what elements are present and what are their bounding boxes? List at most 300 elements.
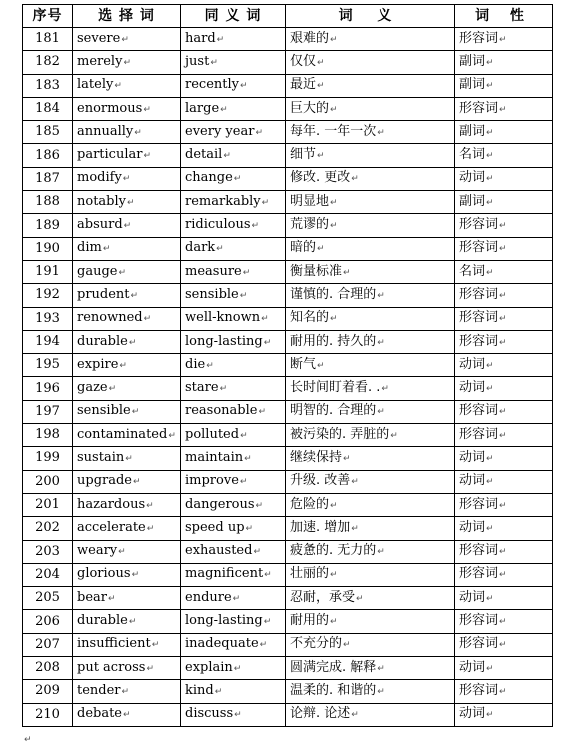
cell-part-of-speech (455, 447, 553, 470)
cell-meaning-text: 论辩. 论述 (290, 706, 351, 722)
cell-meaning-text: 加速. 增加 (290, 519, 351, 535)
cell-number (23, 680, 73, 703)
cell-end-mark-icon: ↵ (486, 710, 494, 721)
cell-end-mark-icon: ↵ (317, 151, 325, 162)
cell-part-of-speech-text: 形容词 (459, 636, 499, 652)
cell-part-of-speech (455, 260, 553, 283)
table-row (23, 377, 553, 400)
cell-end-mark-icon: ↵ (499, 34, 507, 45)
table-row (23, 517, 553, 540)
table-row (23, 307, 553, 330)
cell-end-mark-icon: ↵ (261, 197, 270, 208)
cell-end-mark-icon: ↵ (242, 267, 251, 278)
cell-word-text: hazardous (77, 496, 146, 512)
cell-part-of-speech-text: 形容词 (459, 543, 499, 559)
cell-meaning (286, 354, 455, 377)
cell-part-of-speech (455, 121, 553, 144)
cell-word (73, 97, 181, 120)
cell-word-text: severe (77, 30, 121, 46)
cell-end-mark-icon: ↵ (343, 267, 351, 278)
cell-part-of-speech (455, 657, 553, 680)
cell-end-mark-icon: ↵ (486, 523, 494, 534)
cell-meaning (286, 680, 455, 703)
cell-part-of-speech-text: 形容词 (459, 333, 499, 349)
cell-number-text: 195 (35, 357, 60, 373)
cell-end-mark-icon: ↵ (131, 407, 140, 418)
cell-meaning (286, 167, 455, 190)
cell-word (73, 447, 181, 470)
cell-part-of-speech (455, 28, 553, 51)
cell-number (23, 563, 73, 586)
cell-synonym-text: speed up (185, 519, 245, 535)
cell-meaning (286, 260, 455, 283)
cell-end-mark-icon: ↵ (264, 570, 272, 581)
cell-synonym-text: exhausted (185, 543, 253, 559)
cell-meaning-text: 被污染的. 弄脏的 (290, 426, 390, 442)
cell-number-text: 197 (35, 403, 60, 419)
cell-part-of-speech-text: 名词 (459, 147, 486, 163)
cell-part-of-speech-text: 形容词 (459, 403, 499, 419)
cell-end-mark-icon: ↵ (102, 244, 111, 255)
cell-end-mark-icon: ↵ (219, 384, 228, 395)
cell-meaning-text: 耐用的 (290, 613, 330, 629)
cell-number-text: 208 (35, 660, 60, 676)
table-header-row (23, 5, 553, 28)
cell-synonym (181, 144, 286, 167)
cell-end-mark-icon: ↵ (123, 57, 131, 68)
table-row (23, 191, 553, 214)
cell-end-mark-icon: ↵ (263, 617, 272, 628)
cell-number-text: 203 (35, 543, 60, 559)
cell-part-of-speech (455, 74, 553, 97)
cell-number-text: 184 (35, 101, 60, 117)
cell-end-mark-icon: ↵ (263, 337, 272, 348)
cell-end-mark-icon: ↵ (499, 617, 507, 628)
cell-end-mark-icon: ↵ (486, 197, 494, 208)
cell-part-of-speech-text: 名词 (459, 263, 486, 279)
cell-end-mark-icon: ↵ (486, 267, 494, 278)
table-row (23, 470, 553, 493)
cell-part-of-speech-text: 副词 (459, 123, 486, 139)
header-meaning: 词 义 (286, 5, 455, 28)
cell-meaning-text: 不充分的 (290, 636, 343, 652)
table-row (23, 51, 553, 74)
cell-synonym-text: die (185, 356, 206, 372)
cell-meaning-text: 仅仅 (290, 53, 317, 69)
cell-word (73, 493, 181, 516)
cell-part-of-speech (455, 587, 553, 610)
cell-word (73, 633, 181, 656)
cell-word-text: enormous (77, 100, 143, 116)
cell-number (23, 307, 73, 330)
cell-number-text: 201 (35, 497, 60, 513)
cell-end-mark-icon: ↵ (119, 360, 127, 371)
cell-number-text: 181 (35, 31, 60, 47)
cell-end-mark-icon: ↵ (259, 640, 268, 651)
cell-number (23, 424, 73, 447)
cell-number-text: 192 (35, 287, 60, 303)
cell-end-mark-icon: ↵ (143, 314, 152, 325)
cell-number (23, 657, 73, 680)
cell-number-text: 199 (35, 450, 60, 466)
cell-number-text: 210 (35, 706, 60, 722)
cell-part-of-speech (455, 680, 553, 703)
cell-end-mark-icon: ↵ (499, 640, 507, 651)
cell-meaning (286, 97, 455, 120)
cell-part-of-speech (455, 237, 553, 260)
cell-end-mark-icon: ↵ (486, 174, 494, 185)
cell-end-mark-icon: ↵ (121, 34, 129, 45)
cell-meaning-text: 明智的. 合理的 (290, 403, 377, 419)
cell-end-mark-icon: ↵ (233, 174, 242, 185)
cell-part-of-speech (455, 307, 553, 330)
cell-meaning-text: 知名的 (290, 310, 330, 326)
cell-synonym-text: sensible (185, 286, 239, 302)
cell-synonym (181, 121, 286, 144)
cell-synonym-text: recently (185, 77, 239, 93)
cell-meaning-text: 壮丽的 (290, 566, 330, 582)
cell-end-mark-icon: ↵ (239, 81, 248, 92)
cell-word (73, 330, 181, 353)
cell-number (23, 354, 73, 377)
cell-meaning-text: 疲惫的. 无力的 (290, 543, 377, 559)
cell-synonym-text: endure (185, 589, 232, 605)
cell-end-mark-icon: ↵ (123, 710, 131, 721)
cell-meaning (286, 377, 455, 400)
cell-meaning (286, 587, 455, 610)
cell-part-of-speech-text: 动词 (459, 473, 486, 489)
cell-end-mark-icon: ↵ (330, 500, 338, 511)
cell-meaning (286, 121, 455, 144)
cell-end-mark-icon: ↵ (216, 34, 225, 45)
cell-number (23, 330, 73, 353)
cell-end-mark-icon: ↵ (390, 430, 398, 441)
cell-end-mark-icon: ↵ (377, 663, 385, 674)
cell-meaning (286, 610, 455, 633)
cell-word-text: put across (77, 659, 146, 675)
cell-synonym (181, 167, 286, 190)
cell-number (23, 284, 73, 307)
cell-word (73, 191, 181, 214)
cell-number (23, 214, 73, 237)
cell-synonym (181, 424, 286, 447)
cell-word-text: lately (77, 77, 114, 93)
table-row (23, 493, 553, 516)
cell-word (73, 470, 181, 493)
cell-word (73, 517, 181, 540)
table-row (23, 144, 553, 167)
cell-part-of-speech-text: 动词 (459, 380, 486, 396)
cell-word (73, 703, 181, 726)
cell-word (73, 354, 181, 377)
cell-synonym (181, 470, 286, 493)
cell-end-mark-icon: ↵ (125, 453, 133, 464)
header-number: 序号 (23, 5, 73, 28)
table-row (23, 237, 553, 260)
cell-synonym-text: large (185, 100, 220, 116)
cell-end-mark-icon: ↵ (214, 686, 223, 697)
table-row (23, 354, 553, 377)
cell-meaning (286, 563, 455, 586)
cell-meaning (286, 237, 455, 260)
document-page (22, 4, 552, 727)
cell-end-mark-icon: ↵ (486, 57, 494, 68)
cell-part-of-speech (455, 633, 553, 656)
cell-part-of-speech-text: 动词 (459, 170, 486, 186)
cell-synonym (181, 97, 286, 120)
cell-synonym-text: remarkably (185, 193, 261, 209)
cell-meaning-text: 断气 (290, 356, 317, 372)
cell-part-of-speech (455, 493, 553, 516)
cell-end-mark-icon: ↵ (240, 430, 248, 441)
cell-end-mark-icon: ↵ (255, 127, 263, 138)
cell-synonym-text: polluted (185, 426, 240, 442)
cell-end-mark-icon: ↵ (168, 430, 176, 441)
cell-synonym-text: every year (185, 123, 255, 139)
cell-end-mark-icon: ↵ (351, 523, 359, 534)
cell-synonym-text: dark (185, 240, 216, 256)
cell-meaning (286, 191, 455, 214)
cell-number (23, 167, 73, 190)
cell-part-of-speech (455, 167, 553, 190)
cell-synonym-text: change (185, 170, 233, 186)
cell-end-mark-icon: ↵ (220, 104, 228, 115)
cell-end-mark-icon: ↵ (486, 477, 494, 488)
cell-number (23, 121, 73, 144)
cell-end-mark-icon: ↵ (128, 617, 137, 628)
cell-number-text: 193 (35, 310, 60, 326)
cell-part-of-speech (455, 703, 553, 726)
cell-word-text: contaminated (77, 426, 168, 442)
cell-synonym (181, 74, 286, 97)
cell-synonym (181, 633, 286, 656)
cell-meaning (286, 307, 455, 330)
cell-synonym-text: measure (185, 263, 242, 279)
table-row (23, 260, 553, 283)
cell-word (73, 400, 181, 423)
cell-number (23, 51, 73, 74)
table-row (23, 74, 553, 97)
cell-end-mark-icon: ↵ (486, 663, 494, 674)
cell-part-of-speech (455, 214, 553, 237)
cell-word-text: accelerate (77, 519, 146, 535)
cell-number (23, 703, 73, 726)
cell-end-mark-icon: ↵ (210, 57, 218, 68)
cell-end-mark-icon: ↵ (486, 453, 494, 464)
cell-part-of-speech-text: 动词 (459, 519, 486, 535)
cell-end-mark-icon: ↵ (131, 570, 140, 581)
cell-meaning-text: 忍耐，承受 (290, 589, 356, 605)
cell-number-text: 182 (35, 54, 60, 70)
cell-number-text: 198 (35, 427, 60, 443)
cell-number-text: 200 (35, 473, 60, 489)
cell-meaning (286, 447, 455, 470)
cell-part-of-speech (455, 354, 553, 377)
cell-word (73, 121, 181, 144)
cell-part-of-speech-text: 形容词 (459, 100, 499, 116)
cell-synonym-text: discuss (185, 706, 234, 722)
cell-meaning-text: 温柔的. 和谐的 (290, 682, 377, 698)
cell-end-mark-icon: ↵ (351, 710, 359, 721)
cell-end-mark-icon: ↵ (151, 640, 160, 651)
cell-end-mark-icon: ↵ (486, 360, 494, 371)
cell-part-of-speech-text: 形容词 (459, 30, 499, 46)
cell-part-of-speech-text: 动词 (459, 449, 486, 465)
cell-meaning-text: 谨慎的. 合理的 (290, 286, 377, 302)
cell-synonym-text: stare (185, 380, 219, 396)
cell-end-mark-icon: ↵ (499, 104, 507, 115)
cell-end-mark-icon: ↵ (330, 314, 338, 325)
cell-synonym (181, 703, 286, 726)
cell-number (23, 540, 73, 563)
cell-part-of-speech (455, 377, 553, 400)
cell-word (73, 28, 181, 51)
cell-number (23, 470, 73, 493)
cell-end-mark-icon: ↵ (317, 360, 325, 371)
cell-word-text: weary (77, 543, 118, 559)
cell-number (23, 400, 73, 423)
cell-number-text: 188 (35, 194, 60, 210)
cell-number-text: 209 (35, 683, 60, 699)
cell-end-mark-icon: ↵ (122, 174, 131, 185)
cell-part-of-speech-text: 形容词 (459, 496, 499, 512)
cell-end-mark-icon: ↵ (499, 570, 507, 581)
table-row (23, 284, 553, 307)
table-row (23, 121, 553, 144)
cell-word (73, 540, 181, 563)
cell-number-text: 194 (35, 334, 60, 349)
cell-synonym (181, 284, 286, 307)
cell-meaning-text: 明显地 (290, 193, 330, 209)
cell-word-text: durable (77, 613, 128, 629)
cell-end-mark-icon: ↵ (146, 500, 154, 511)
cell-part-of-speech-text: 动词 (459, 356, 486, 372)
cell-number (23, 610, 73, 633)
cell-synonym-text: just (185, 53, 210, 69)
cell-part-of-speech (455, 470, 553, 493)
cell-end-mark-icon: ↵ (123, 221, 132, 232)
cell-end-mark-icon: ↵ (499, 686, 507, 697)
cell-word (73, 563, 181, 586)
cell-end-mark-icon: ↵ (258, 407, 266, 418)
cell-word (73, 167, 181, 190)
cell-end-mark-icon: ↵ (499, 290, 507, 301)
cell-end-mark-icon: ↵ (118, 267, 127, 278)
cell-part-of-speech (455, 97, 553, 120)
cell-end-mark-icon: ↵ (499, 430, 507, 441)
cell-end-mark-icon: ↵ (244, 453, 252, 464)
cell-word-text: durable (77, 333, 128, 349)
cell-synonym (181, 330, 286, 353)
cell-end-mark-icon: ↵ (317, 81, 325, 92)
header-part-of-speech: 词 性 (455, 5, 553, 28)
cell-word-text: sustain (77, 449, 125, 465)
cell-end-mark-icon: ↵ (499, 547, 507, 558)
table-row (23, 680, 553, 703)
cell-number-text: 191 (35, 264, 60, 280)
cell-meaning-text: 最近 (290, 77, 317, 93)
cell-end-mark-icon: ↵ (377, 127, 385, 138)
cell-end-mark-icon: ↵ (330, 617, 338, 628)
cell-word-text: expire (77, 356, 119, 372)
cell-word-text: particular (77, 147, 143, 163)
cell-synonym (181, 28, 286, 51)
table-row (23, 657, 553, 680)
cell-meaning (286, 330, 455, 353)
cell-synonym-text: long-lasting (185, 333, 263, 349)
cell-synonym-text: improve (185, 473, 239, 489)
cell-end-mark-icon: ↵ (223, 151, 231, 162)
cell-number-text: 183 (35, 77, 60, 93)
cell-meaning-text: 升级. 改善 (290, 473, 351, 489)
cell-word-text: tender (77, 682, 121, 698)
cell-word-text: sensible (77, 403, 131, 419)
cell-meaning-text: 耐用的. 持久的 (290, 333, 377, 349)
cell-meaning-text: 衡量标准 (290, 263, 343, 279)
cell-end-mark-icon: ↵ (146, 663, 155, 674)
cell-meaning-text: 荒谬的 (290, 217, 330, 233)
cell-meaning (286, 703, 455, 726)
cell-word-text: gaze (77, 380, 108, 396)
cell-word-text: modify (77, 170, 122, 186)
cell-end-mark-icon: ↵ (486, 81, 494, 92)
cell-end-mark-icon: ↵ (239, 477, 248, 488)
table-row (23, 703, 553, 726)
cell-number (23, 447, 73, 470)
cell-end-mark-icon: ↵ (216, 244, 224, 255)
cell-end-mark-icon: ↵ (134, 127, 142, 138)
cell-part-of-speech-text: 形容词 (459, 566, 499, 582)
cell-synonym (181, 260, 286, 283)
cell-end-mark-icon: ↵ (351, 477, 359, 488)
cell-word-text: merely (77, 53, 123, 69)
cell-part-of-speech-text: 形容词 (459, 217, 499, 233)
cell-meaning (286, 214, 455, 237)
cell-meaning-text: 艰难的 (290, 30, 330, 46)
cell-synonym-text: kind (185, 682, 214, 698)
cell-number (23, 587, 73, 610)
cell-end-mark-icon: ↵ (330, 197, 338, 208)
cell-part-of-speech-text: 动词 (459, 589, 486, 605)
cell-end-mark-icon: ↵ (377, 337, 385, 348)
cell-synonym (181, 680, 286, 703)
cell-word (73, 307, 181, 330)
cell-part-of-speech-text: 副词 (459, 77, 486, 93)
cell-number-text: 189 (35, 217, 60, 233)
cell-end-mark-icon: ↵ (232, 593, 241, 604)
cell-synonym-text: long-lasting (185, 613, 263, 629)
cell-end-mark-icon: ↵ (377, 686, 385, 697)
table-body (23, 28, 553, 727)
cell-number-text: 206 (35, 613, 60, 629)
cell-word (73, 657, 181, 680)
cell-end-mark-icon: ↵ (377, 290, 385, 301)
cell-synonym (181, 493, 286, 516)
cell-end-mark-icon: ↵ (121, 686, 130, 697)
cell-end-mark-icon: ↵ (251, 221, 260, 232)
cell-word (73, 51, 181, 74)
cell-word-text: bear (77, 589, 107, 605)
cell-synonym-text: explain (185, 659, 233, 675)
cell-number-text: 187 (35, 170, 60, 186)
cell-word (73, 424, 181, 447)
cell-end-mark-icon: ↵ (330, 104, 338, 115)
cell-part-of-speech-text: 形容词 (459, 682, 499, 698)
cell-synonym (181, 307, 286, 330)
cell-word-text: renowned (77, 310, 143, 326)
cell-end-mark-icon: ↵ (233, 663, 242, 674)
paragraph-mark-icon: ↵ (24, 735, 32, 745)
